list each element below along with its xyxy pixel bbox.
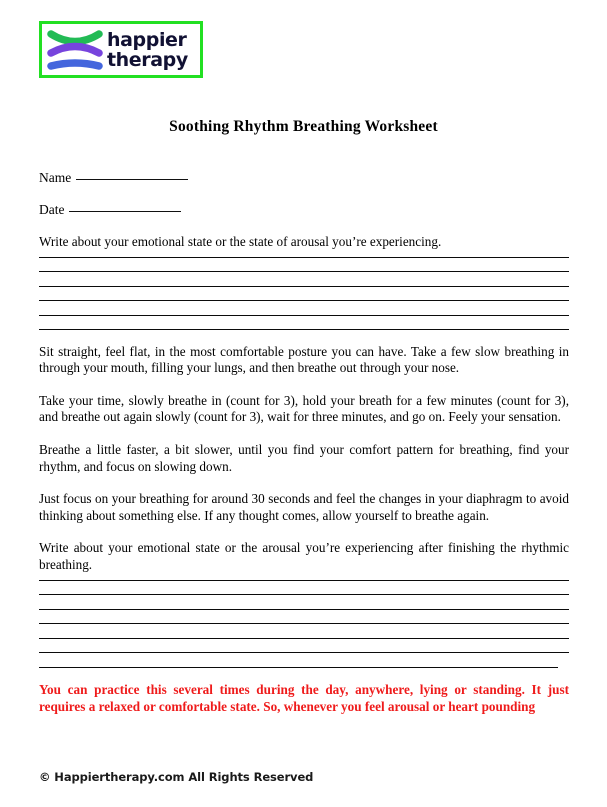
date-field-input[interactable] bbox=[69, 210, 181, 212]
answer-line[interactable] bbox=[39, 638, 569, 639]
answer-line[interactable] bbox=[39, 315, 569, 316]
answer-line[interactable] bbox=[39, 329, 569, 330]
date-field-label: Date bbox=[39, 202, 65, 217]
name-field-row bbox=[39, 170, 569, 185]
instruction-paragraph-2: Take your time, slowly breathe in (count for 3), hold your breath for a few minutes (count for 3), and breathe out again slowly (count for 3), wait for three minutes, and go on. Feely your sensation. bbox=[39, 392, 569, 425]
answer-line[interactable] bbox=[39, 300, 569, 301]
instruction-paragraph-1: Sit straight, feel flat, in the most comfortable posture you can have. Take a few slow breathing in through your mouth, filling your lungs, and then breathe out through your nose. bbox=[39, 343, 569, 376]
worksheet-body bbox=[39, 170, 569, 728]
date-field-row bbox=[39, 202, 569, 217]
answer-line[interactable] bbox=[39, 594, 569, 595]
answer-line[interactable] bbox=[39, 257, 569, 258]
footer-copyright: © Happiertherapy.com All Rights Reserved bbox=[39, 770, 314, 784]
name-field-label: Name bbox=[39, 170, 72, 185]
answer-line[interactable] bbox=[39, 271, 569, 272]
answer-line[interactable] bbox=[39, 667, 558, 668]
page-title: Soothing Rhythm Breathing Worksheet bbox=[169, 118, 438, 135]
instruction-paragraph-3: Breathe a little faster, a bit slower, until you find your comfort pattern for breathing, find your rhythm, and focus on slowing down. bbox=[39, 441, 569, 474]
instruction-paragraph-4: Just focus on your breathing for around 30 seconds and feel the changes in your diaphragm to avoid thinking about something else. If any thought comes, allow yourself to breathe again. bbox=[39, 491, 569, 523]
answer-line[interactable] bbox=[39, 623, 569, 624]
logo-word-happier: happier bbox=[107, 28, 187, 51]
answer-line[interactable] bbox=[39, 286, 569, 287]
brand-logo bbox=[39, 21, 203, 78]
prompt-one: Write about your emotional state or the state of arousal you’re experiencing. bbox=[39, 234, 442, 249]
logo-waves-icon bbox=[47, 27, 103, 73]
answer-line[interactable] bbox=[39, 580, 569, 581]
closing-note: You can practice this several times during the day, anywhere, lying or standing. It just requires a relaxed or comfortable state. So, whenever you feel arousal or heart pounding bbox=[39, 682, 569, 715]
prompt-two: Write about your emotional state or the arousal you’re experiencing after finishing the rhythmic breathing. bbox=[39, 540, 569, 572]
answer-line[interactable] bbox=[39, 609, 569, 610]
answer-line[interactable] bbox=[39, 652, 569, 653]
logo-wordmark bbox=[107, 30, 188, 70]
logo-word-therapy: therapy bbox=[107, 48, 188, 71]
answer-lines-one[interactable] bbox=[39, 257, 569, 331]
answer-lines-two[interactable] bbox=[39, 580, 569, 668]
name-field-input[interactable] bbox=[76, 178, 188, 180]
